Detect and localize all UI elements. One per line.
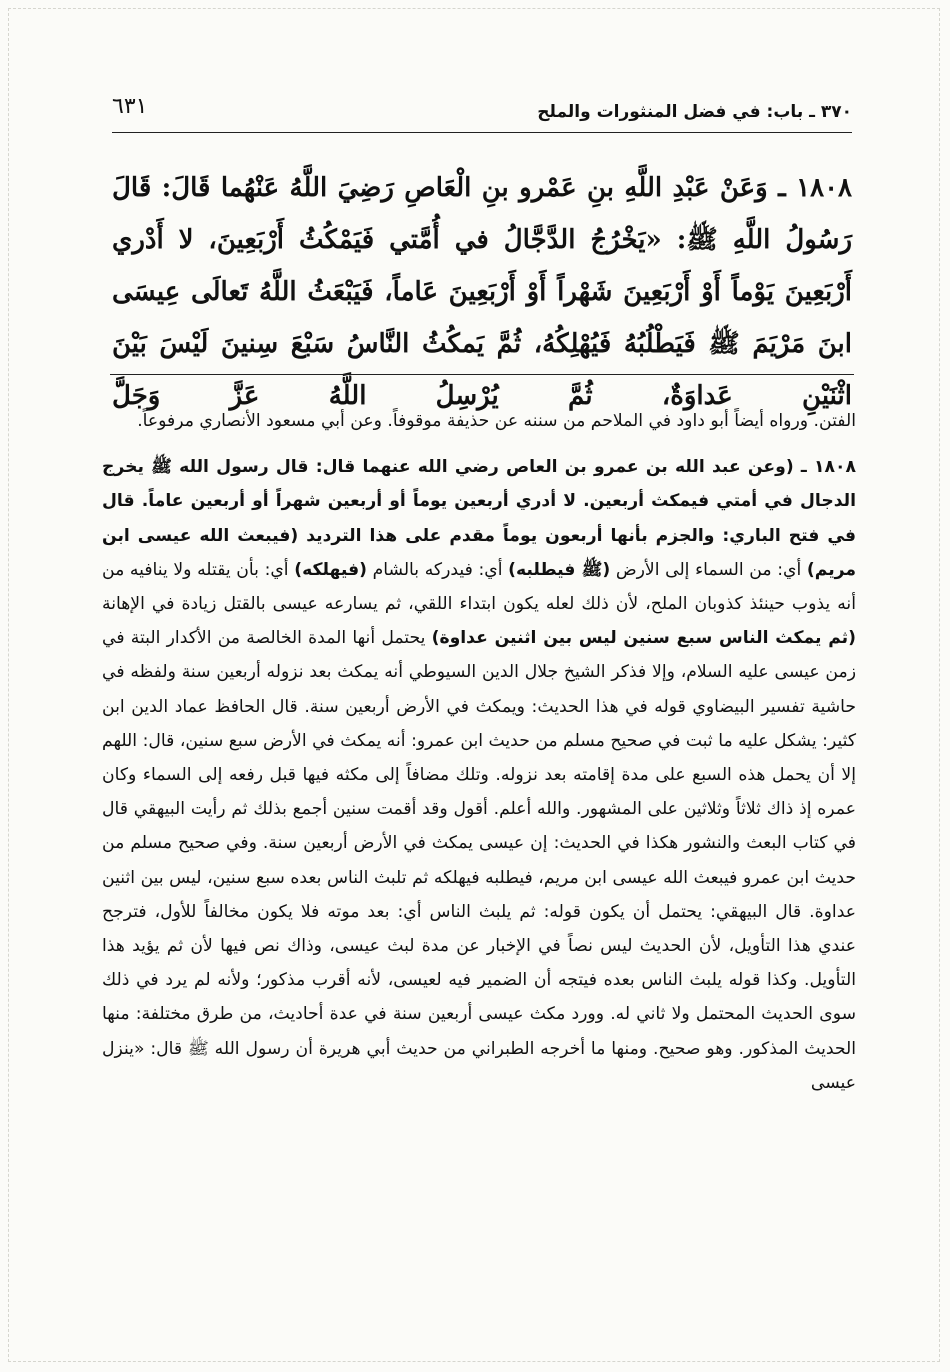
commentary-text-segment: أي: فيدركه بالشام <box>366 559 509 580</box>
footnote-separator <box>110 374 854 375</box>
commentary-text-segment: يحتمل أنها المدة الخالصة من الأكدار البتة في زمن عيسى عليه السلام، وإلا فذكر الشيخ جلال الدين السيوطي أنه يمكث بعد نزوله أربعين سنة ولفظه في حاشية تفسير البيضاوي قوله في هذا الحديث: ويمكث في الأرض أربعين سنة. قال الحافظ عماد الدين ابن كثير: يشكل عليه ما ثبت في صحيح مسلم من حديث ابن عمرو: أنه يمكث في الأرض سبع سنين، قال: اللهم إلا أن يحمل هذه السبع على مدة إقامته بعد نزوله. وتلك مضافاً إلى مكثه فيها قبل رفعه إلى السماء وكان عمره إذ ذاك ثلاثاً وثلاثين على المشهور. والله أعلم. أقول وقد أقمت سنين أجمع بذلك ثم رأيت البيهقي قال في كتاب البعث والنشور هكذا في الحديث: إن عيسى يمكث في الأرض أربعين سنة. وفي صحيح مسلم من حديث ابن عمرو فيبعث الله عيسى ابن مريم، فيطلبه فيهلكه ثم تلبث الناس بعده سبع سنين، ليس بين اثنين عداوة. قال البيهقي: يحتمل أن يكون قوله: ثم يلبث الناس أي: بعد موته فلا يكون مخالفاً للأول، فترجح عندي هذا التأويل، لأن الحديث ليس نصاً في الإخبار عن مدة لبث عيسى، وذاك نص فيها لأن ثم يؤيد هذا التأويل. وكذا قوله يلبث الناس بعده فيتجه أن الضمير فيه لعيسى، لأنه أقرب مذكور؛ ولأنه لم يرد في ذلك سوى الحديث المحتمل ولا ثاني له. وورد مكث عيسى أربعين سنة في عدة أحاديث، من طرق مختلفة: منها الحديث المذكور. وهو صحيح. ومنها ما أخرجه الطبراني من حديث أبي هريرة أن رسول الله ﷺ قال: «ينزل عيسى <box>102 628 856 1093</box>
quoted-hadith-segment: (ثم يمكث الناس سبع سنين ليس بين اثنين عداوة) <box>431 628 856 649</box>
quoted-hadith-segment: ١٨٠٨ ـ (وعن عبد الله بن عمرو بن العاص رضي الله عنهما قال: قال رسول الله ﷺ يخرج الدجال في أمتي فيمكث أربعين. لا أدري أربعين يوماً أو أربعين شهراً أو أربعين عاماً. قال في فتح الباري: والجزم بأنها أربعون يوماً مقدم على هذا الترديد (فيبعث الله عيسى ابن مريم) <box>102 457 856 580</box>
page-header <box>112 92 852 133</box>
commentary-text-segment: أي: من السماء إلى الأرض <box>610 559 807 580</box>
commentary-previous-end: الفتن. ورواه أيضاً أبو داود في الملاحم من سننه عن حذيفة موقوفاً. وعن أبي مسعود الأنصاري مرفوعاً. <box>137 411 856 431</box>
commentary-paragraph <box>102 450 856 1100</box>
page-number: ٦٣١ <box>112 94 148 119</box>
chapter-title: ٣٧٠ ـ باب: في فضل المنثورات والملح <box>537 102 852 122</box>
commentary-block <box>102 404 856 1100</box>
quoted-hadith-segment: (فيهلكه) <box>294 559 367 580</box>
quoted-hadith-segment: (ﷺ فيطلبه) <box>508 559 611 580</box>
commentary-text-segment: أي: بأن يقتله ولا ينافيه من أنه يذوب حينئذ كذوبان الملح، لأن ذلك لعله يكون ابتداء اللقي، ثم يسارعه عيسى بالقتل زيادة في الإهانة <box>102 559 856 615</box>
paragraph-gap <box>102 438 856 450</box>
hadith-text: ١٨٠٨ ـ وَعَنْ عَبْدِ اللَّهِ بنِ عَمْرو بنِ الْعَاصِ رَضِيَ اللَّهُ عَنْهُما قَالَ: قَالَ رَسُولُ اللَّهِ ﷺ: «يَخْرُجُ الدَّجَّالُ في أُمَّتي فَيَمْكُثُ أَرْبَعِينَ، لا أَدْري أَرْبَعِينَ يَوْماً أَوْ أَرْبَعِينَ شَهْراً أَوْ أَرْبَعِينَ عَاماً، فَيَبْعَثُ اللَّهُ تَعالَى عِيسَى ابنَ مَرْيَمَ ﷺ فَيَطْلُبُهُ فَيُهْلِكُهُ، ثُمَّ يَمكُثُ النَّاسُ سَبْعَ سِنينَ لَيْسَ بَيْنَ اثْنَيْنِ عَداوَةٌ، ثُمَّ يُرْسِلُ اللَّهُ عَزَّ وَجَلَّ <box>112 173 852 411</box>
hadith-text-block <box>112 162 852 422</box>
